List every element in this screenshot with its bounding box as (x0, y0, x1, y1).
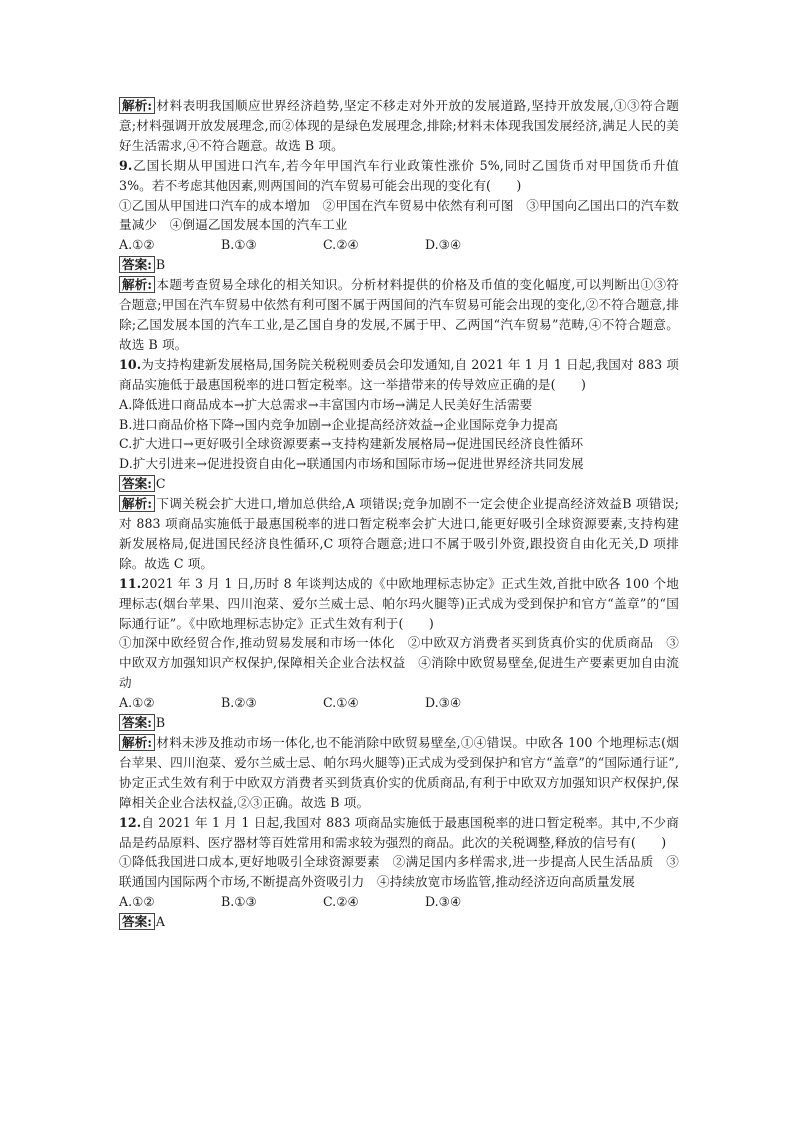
question-text: 2021 年 3 月 1 日,历时 8 年谈判达成的《中欧地理标志协定》正式生效,首批中欧各 100 个地理标志(烟台苹果、四川泡菜、爱尔兰威士忌、帕尔玛火腿等)正式成为受到保护和官方“盖章”的“国际通行证”。《中欧地理标志协定》正式生效有利于( ) (119, 575, 679, 631)
question-12-items: ①降低我国进口成本,更好地吸引全球资源要素 ②满足国内多样需求,进一步提高人民生活品质 ③联通国内国际两个市场,不断提高外资吸引力 ④持续放宽市场监管,推动经济迈向高质量发展 (119, 854, 679, 890)
analysis-label: 解析: (119, 495, 155, 512)
option-d: D.③④ (425, 695, 462, 711)
option-a: A.①② (119, 237, 155, 253)
option-b: B.进口商品价格下降→国内竞争加剧→企业提高经济效益→企业国际竞争力提高 (119, 416, 558, 432)
answer-value: A (155, 914, 165, 930)
option-c: C.扩大进口→更好吸引全球资源要素→支持构建新发展格局→促进国民经济良性循环 (119, 436, 584, 452)
answer-value: B (155, 257, 166, 273)
option-a: A.①② (119, 894, 155, 910)
question-text: 为支持构建新发展格局,国务院关税税则委员会印发通知,自 2021 年 1 月 1 日起,我国对 883 项商品实施低于最惠国税率的进口暂定税率。这一举措带来的传导效应正确的是( ) (119, 356, 679, 392)
question-12-answer (119, 912, 679, 932)
question-11-options (119, 693, 679, 713)
question-number: 12. (119, 814, 142, 830)
question-9-answer (119, 255, 679, 275)
option-b: B.①③ (221, 237, 257, 253)
analysis-block-0 (119, 96, 679, 156)
question-11-items: ①加深中欧经贸合作,推动贸易发展和市场一体化 ②中欧双方消费者买到货真价实的优质商品 ③中欧双方加强知识产权保护,保障相关企业合法权益 ④消除中欧贸易壁垒,促进生产要素更加自由流动 (119, 635, 679, 691)
answer-label: 答案: (119, 714, 155, 731)
option-c: C.①④ (323, 695, 359, 711)
question-10-stem (119, 355, 679, 395)
question-9-items: ①乙国从甲国进口汽车的成本增加 ②甲国在汽车贸易中依然有利可图 ③甲国向乙国出口的汽车数量减少 ④倒逼乙国发展本国的汽车工业 (119, 197, 679, 233)
question-11-stem (119, 574, 679, 634)
option-d: D.③④ (425, 894, 462, 910)
question-10-analysis (119, 494, 679, 574)
analysis-label: 解析: (119, 276, 155, 293)
question-9-options (119, 235, 679, 255)
analysis-text: 下调关税会扩大进口,增加总供给,A 项错误;竞争加剧不一定会使企业提高经济效益B 项错误;对 883 项商品实施低于最惠国税率的进口暂定税率会扩大进口,能更好吸引全球资源要素,支持构建新发展格局,促进国民经济良性循环,C 项符合题意;进口不属于吸引外资,跟投资自由化无关,D 项排除。故选 C 项。 (119, 496, 679, 571)
option-b: B.①③ (221, 894, 257, 910)
question-12-options (119, 892, 679, 912)
answer-label: 答案: (119, 913, 155, 930)
answer-value: C (155, 476, 166, 492)
question-number: 9. (119, 157, 133, 173)
question-11-analysis (119, 733, 679, 813)
analysis-label: 解析: (119, 97, 155, 114)
question-10-answer (119, 474, 679, 494)
question-9-analysis (119, 275, 679, 355)
analysis-text: 材料未涉及推动市场一体化,也不能消除中欧贸易壁垒,①④错误。中欧各 100 个地理标志(烟台苹果、四川泡菜、爱尔兰威士忌、帕尔玛火腿等)正式成为受到保护和官方“盖章”的“国际通行证”,协定正式生效有利于中欧双方消费者买到货真价实的优质商品,有利于中欧双方加强知识产权保护,保障相关企业合法权益,②③正确。故选 B 项。 (119, 735, 679, 810)
analysis-text: 材料表明我国顺应世界经济趋势,坚定不移走对外开放的发展道路,坚持开放发展,①③符合题意;材料强调开放发展理念,而②体现的是绿色发展理念,排除;材料未体现我国发展经济,满足人民的美好生活需求,④不符合题意。故选 B 项。 (119, 98, 679, 153)
option-c: C.②④ (323, 237, 359, 253)
question-text: 乙国长期从甲国进口汽车,若今年甲国汽车行业政策性涨价 5%,同时乙国货币对甲国货币升值 3%。若不考虑其他因素,则两国间的汽车贸易可能会出现的变化有( ) (119, 157, 679, 193)
answer-label: 答案: (119, 256, 155, 273)
question-11-answer (119, 713, 679, 733)
question-number: 11. (119, 575, 142, 591)
question-text: 自 2021 年 1 月 1 日起,我国对 883 项商品实施低于最惠国税率的进口暂定税率。其中,不少商品是药品原料、医疗器材等百姓常用和需求较为强烈的商品。此次的关税调整,释放的信号有( ) (119, 814, 679, 850)
analysis-text: 本题考查贸易全球化的相关知识。分析材料提供的价格及币值的变化幅度,可以判断出①③符合题意;甲国在汽车贸易中依然有利可图不属于两国间的汽车贸易可能会出现的变化,②不符合题意,排除;乙国发展本国的汽车工业,是乙国自身的发展,不属于甲、乙两国“汽车贸易”范畴,④不符合题意。故选 B 项。 (119, 277, 679, 352)
option-b: B.②③ (221, 695, 257, 711)
answer-value: B (155, 715, 166, 731)
option-a: A.降低进口商品成本→扩大总需求→丰富国内市场→满足人民美好生活需要 (119, 396, 533, 412)
analysis-label: 解析: (119, 734, 155, 751)
option-a: A.①② (119, 695, 155, 711)
option-d: D.扩大引进来→促进投资自由化→联通国内市场和国际市场→促进世界经济共同发展 (119, 456, 584, 472)
question-12-stem (119, 813, 679, 853)
question-number: 10. (119, 356, 142, 372)
question-9-stem (119, 156, 679, 196)
option-c: C.②④ (323, 894, 359, 910)
option-d: D.③④ (425, 237, 462, 253)
answer-label: 答案: (119, 475, 155, 492)
document-page (119, 96, 679, 932)
